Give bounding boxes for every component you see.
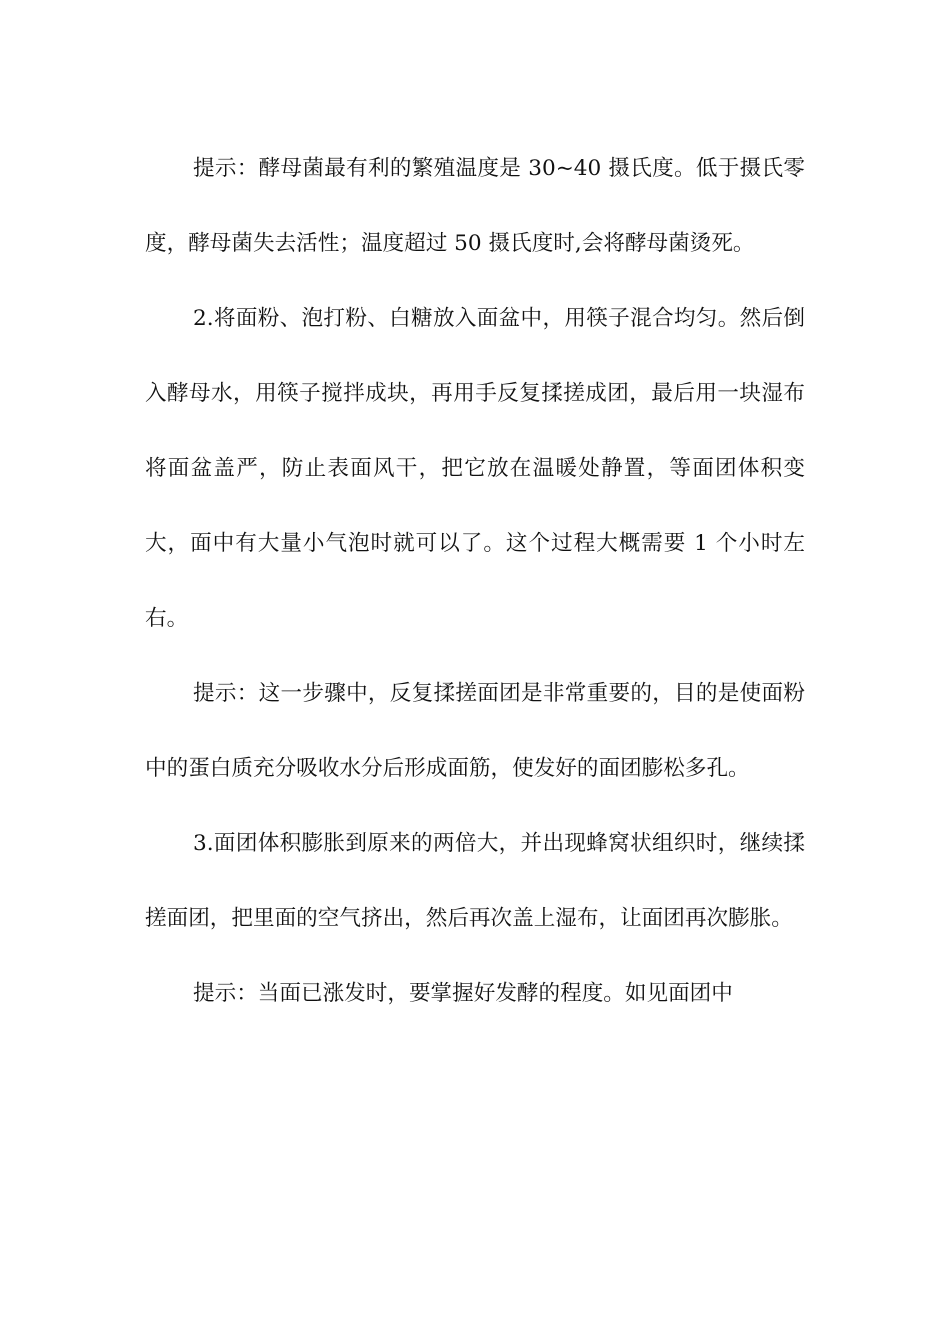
paragraph-tip-fermentation: 提示：当面已涨发时，要掌握好发酵的程度。如见面团中 [193,981,733,1006]
paragraph-tip-kneading: 提示：这一步骤中，反复揉搓面团是非常重要的，目的是使面粉中的蛋白质充分吸收水分后形成面筋，使发好的面团膨松多孔。 [145,681,805,781]
document-body [145,131,805,1031]
paragraph-tip-temperature: 提示：酵母菌最有利的繁殖温度是 30~40 摄氏度。低于摄氏零度，酵母菌失去活性；温度超过 50 摄氏度时,会将酵母菌烫死。 [145,156,805,256]
paragraph-step-2: 2.将面粉、泡打粉、白糖放入面盆中，用筷子混合均匀。然后倒入酵母水，用筷子搅拌成块，再用手反复揉搓成团，最后用一块湿布将面盆盖严，防止表面风干，把它放在温暖处静置，等面团体积变大，面中有大量小气泡时就可以了。这个过程大概需要 1 个小时左右。 [145,306,805,631]
paragraph-step-3: 3.面团体积膨胀到原来的两倍大，并出现蜂窝状组织时，继续揉搓面团，把里面的空气挤出，然后再次盖上湿布，让面团再次膨胀。 [145,831,805,931]
